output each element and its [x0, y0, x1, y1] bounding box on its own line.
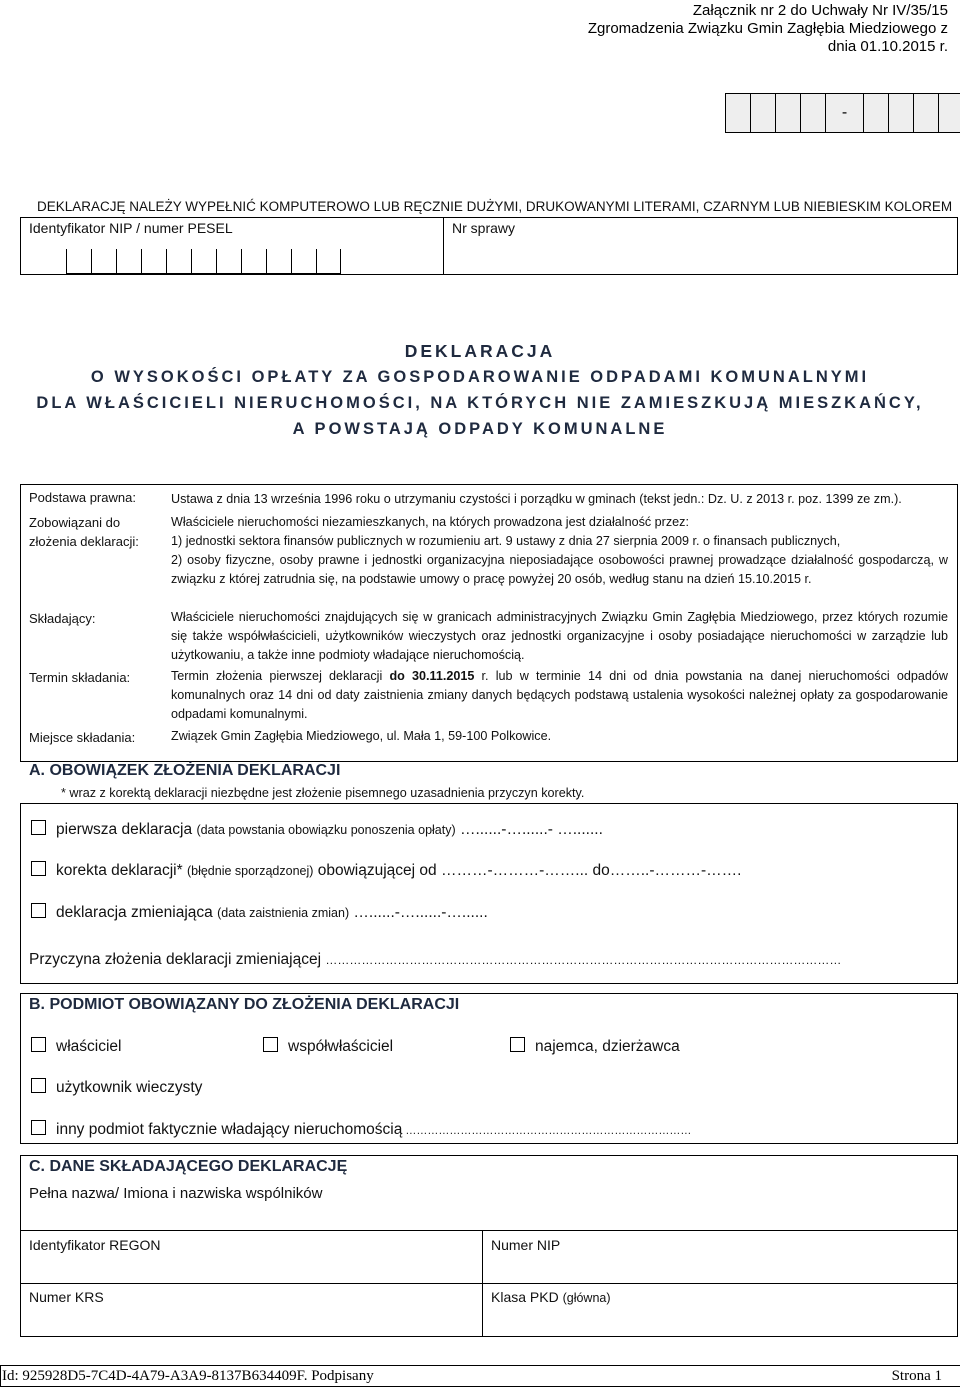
option-co-owner[interactable]: współwłaściciel [263, 1037, 393, 1056]
obliged-value: Właściciele nieruchomości niezamieszkanych, na których prowadzona jest działalność przez: 1) jednostki sektora finansów publicznych w rozumieniu art. 9 ustawy z dnia 27 sierpnia 2009 r. o finansach publicznych, 2) osoby fizyczne, osoby prawne i jednostki organizacyjna nieposiadające osobowości prawnej prowadzące działalność gospodarczą, w związku z której zatrudnia się, na podstawie umowy o pracę powyżej 20 osób, według stanu na dzień 15.10.2015 r. [171, 515, 948, 586]
checkbox-icon[interactable] [31, 903, 46, 918]
section-c-box [20, 1155, 958, 1337]
section-b-heading: B. PODMIOT OBOWIĄZANY DO ZŁOŻENIA DEKLARACJI [29, 996, 460, 1013]
full-name-field[interactable]: Pełna nazwa/ Imiona i nazwiska wspólników [29, 1185, 323, 1202]
divider [482, 1230, 483, 1336]
section-a-heading: A. OBOWIĄZEK ZŁOŻENIA DEKLARACJI [29, 762, 341, 779]
pkd-field[interactable]: Klasa PKD (główna) [491, 1289, 611, 1305]
case-box[interactable] [889, 94, 914, 132]
footer [0, 1365, 960, 1387]
document-title [0, 338, 960, 442]
option-correction[interactable]: korekta deklaracji* (błędnie sporządzonej) obowiązującej od ………-………-……... do……..-………-……. [31, 861, 742, 880]
checkbox-icon[interactable] [263, 1037, 278, 1052]
case-box[interactable] [751, 94, 776, 132]
checkbox-icon[interactable] [510, 1037, 525, 1052]
checkbox-icon[interactable] [31, 820, 46, 835]
nip-field[interactable]: Numer NIP [491, 1237, 561, 1253]
legal-basis-value: Ustawa z dnia 13 września 1996 roku o utrzymaniu czystości i porządku w gminach (tekst jedn.: Dz. U. z 2013 r. poz. 1399 ze zm.). [171, 492, 902, 506]
annex-line-3: dnia 01.10.2015 r. [827, 38, 948, 55]
checkbox-icon[interactable] [31, 861, 46, 876]
title-line-3: DLA WŁAŚCICIELI NIERUCHOMOŚCI, NA KTÓRYCH NIE ZAMIESZKUJĄ MIESZKAŃCY, [36, 394, 924, 412]
divider [20, 1283, 958, 1284]
divider [20, 1230, 958, 1231]
case-box[interactable] [726, 94, 751, 132]
case-box[interactable] [776, 94, 801, 132]
option-change-declaration[interactable]: deklaracja zmieniająca (data zaistnienia zmian) …......-…......-…...... [31, 903, 488, 922]
option-first-declaration[interactable]: pierwsza deklaracja (data powstania obowiązku ponoszenia opłaty) …......-…......- …....... [31, 820, 603, 839]
fill-instruction: DEKLARACJĘ NALEŻY WYPEŁNIĆ KOMPUTEROWO LUB RĘCZNIE DUŻYMI, DRUKOWANYMI LITERAMI, CZARNYM LUB NIEBIESKIM KOLOREM [37, 199, 953, 214]
annex-line-1: Załącznik nr 2 do Uchwały Nr IV/35/15 [692, 2, 948, 19]
deadline-label: Termin składania: [29, 670, 131, 685]
nip-pesel-label: Identyfikator NIP / numer PESEL [29, 220, 233, 236]
section-c-heading: C. DANE SKŁADAJĄCEGO DEKLARACJĘ [29, 1158, 348, 1175]
deadline-value: Termin złożenia pierwszej deklaracji do 30.11.2015 r. lub w terminie 14 dni od dnia powstania na danej nieruchomości odpadów komunalnych oraz 14 dni od daty zaistnienia zmiany danych będących podstawą ustalenia wysokości należnej opłaty za gospodarowanie odpadami komunalnymi. [171, 669, 948, 721]
place-value: Związek Gmin Zagłębia Miedziowego, ul. Mała 1, 59-100 Polkowice. [171, 729, 552, 743]
title-line-4: A POWSTAJĄ ODPADY KOMUNALNE [292, 420, 668, 438]
footer-edge [0, 1366, 1, 1386]
case-box[interactable] [801, 94, 826, 132]
checkbox-icon[interactable] [31, 1120, 46, 1135]
case-box[interactable] [939, 94, 960, 132]
title-line-1: DEKLARACJA [404, 341, 556, 361]
case-number-label: Nr sprawy [452, 220, 516, 236]
case-box[interactable] [914, 94, 939, 132]
option-owner[interactable]: właściciel [31, 1037, 121, 1056]
checkbox-icon[interactable] [31, 1037, 46, 1052]
page-number: Strona 1 [891, 1368, 942, 1384]
case-box-dash: - [826, 94, 864, 132]
regon-field[interactable]: Identyfikator REGON [29, 1237, 161, 1253]
option-tenant[interactable]: najemca, dzierżawca [510, 1037, 680, 1056]
filer-value: Właściciele nieruchomości znajdujących się w granicach administracyjnych Związku Gmin Zagłębia Miedziowego, przez których rozumie się także współwłaścicieli, użytkowników wieczystych oraz jednostki organizacyjne i osoby posiadające nieruchomości w zarządzie lub użytkowaniu, a także inne podmioty władające nieruchomością. [171, 610, 948, 662]
nip-pesel-input[interactable] [66, 249, 341, 274]
filer-label: Składający: [29, 611, 96, 626]
annex-line-2: Zgromadzenia Związku Gmin Zagłębia Miedziowego z [587, 20, 948, 37]
document-id: Id: 925928D5-7C4D-4A79-A3A9-8137B634409F. Podpisany [2, 1368, 374, 1384]
legal-basis-label: Podstawa prawna: [29, 490, 136, 505]
place-label: Miejsce składania: [29, 730, 136, 745]
title-line-2: O WYSOKOŚCI OPŁATY ZA GOSPODAROWANIE ODPADAMI KOMUNALNYMI [90, 368, 870, 386]
krs-field[interactable]: Numer KRS [29, 1289, 104, 1305]
option-perpetual-user[interactable]: użytkownik wieczysty [31, 1078, 202, 1097]
change-reason-field[interactable]: Przyczyna złożenia deklaracji zmieniającej ………………………………………………………………………………………………………………… [29, 951, 842, 968]
option-other-entity[interactable]: inny podmiot faktycznie władający nieruchomością …………………………………………………………………… [31, 1120, 691, 1139]
checkbox-icon[interactable] [31, 1078, 46, 1093]
case-number-boxes[interactable] [725, 93, 960, 133]
obliged-label: Zobowiązani do złożenia deklaracji: [29, 515, 139, 549]
case-box[interactable] [864, 94, 889, 132]
annex-header [528, 2, 948, 56]
section-a-note: * wraz z korektą deklaracji niezbędne jest złożenie pisemnego uzasadnienia przyczyn korekty. [61, 786, 585, 800]
id-section-divider [443, 218, 444, 274]
